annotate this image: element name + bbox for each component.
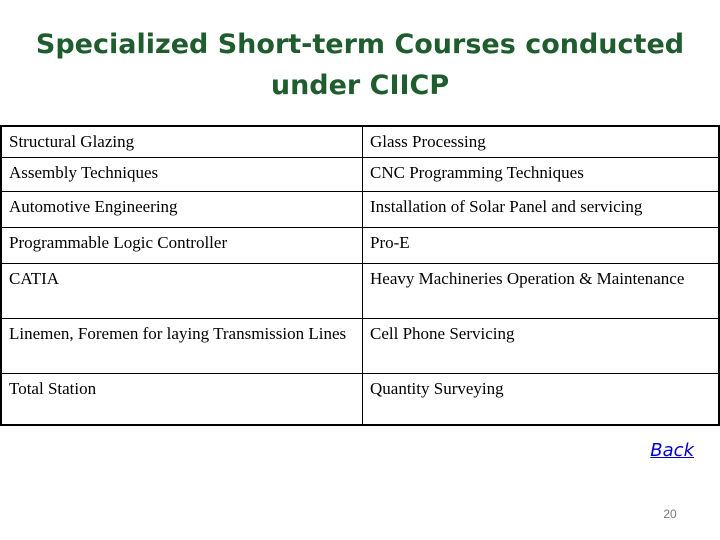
course-cell: Glass Processing [363, 126, 720, 157]
course-cell: Installation of Solar Panel and servicing [363, 191, 720, 227]
course-cell: CNC Programming Techniques [363, 157, 720, 191]
table-row [1, 263, 719, 318]
courses-table [0, 125, 720, 426]
course-cell: Linemen, Foremen for laying Transmission Lines [1, 318, 363, 373]
slide-title-line-1: Specialized Short-term Courses conducted [35, 29, 685, 60]
slide-title [0, 24, 720, 106]
course-cell: Cell Phone Servicing [363, 318, 720, 373]
course-cell: Heavy Machineries Operation & Maintenance [363, 263, 720, 318]
table-row [1, 373, 719, 425]
course-cell: Pro-E [363, 227, 720, 263]
course-cell: Programmable Logic Controller [1, 227, 363, 263]
course-cell: CATIA [1, 263, 363, 318]
course-cell: Total Station [1, 373, 363, 425]
slide-title-line-2: under CIICP [270, 70, 450, 101]
back-link[interactable]: Back [650, 440, 694, 461]
course-cell: Quantity Surveying [363, 373, 720, 425]
course-cell: Structural Glazing [1, 126, 363, 157]
course-cell: Assembly Techniques [1, 157, 363, 191]
table-row [1, 318, 719, 373]
table-row [1, 191, 719, 227]
page-number: 20 [663, 507, 677, 521]
table-row [1, 126, 719, 157]
table-row [1, 157, 719, 191]
course-cell: Automotive Engineering [1, 191, 363, 227]
table-row [1, 227, 719, 263]
